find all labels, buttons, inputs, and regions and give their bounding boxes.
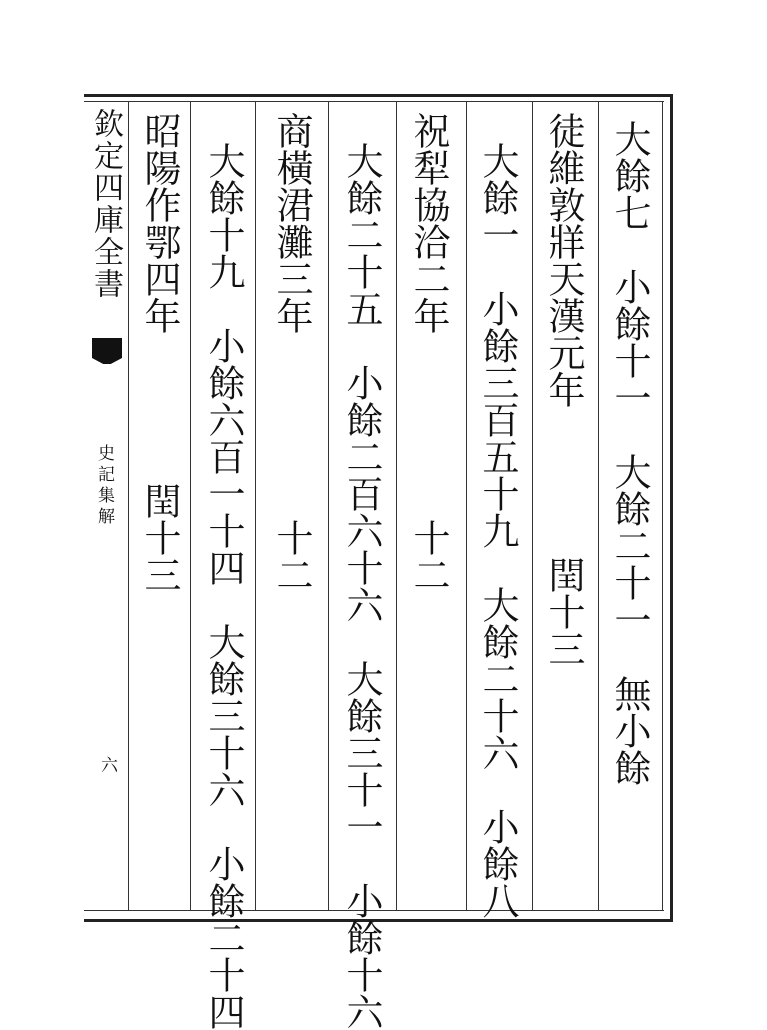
- column-rule: [328, 101, 329, 910]
- text-column-5: 大餘二十五 小餘二百六十六 大餘三十一 小餘十六: [340, 142, 383, 1030]
- book-title: 欽定四庫全書: [88, 108, 123, 300]
- text-column-6: 商橫涒灘三年 十二: [270, 112, 313, 593]
- column-rule: [466, 101, 467, 910]
- text-column-7: 大餘十九 小餘六百一十四 大餘三十六 小餘二十四: [202, 142, 245, 1030]
- text-column-3: 大餘一 小餘三百五十九 大餘二十六 小餘八: [476, 142, 519, 919]
- fish-tail-notch: [92, 358, 122, 366]
- column-rule: [255, 101, 256, 910]
- section-name: 史記集解: [94, 444, 114, 528]
- text-column-8: 昭陽作鄂四年 閏十三: [138, 112, 181, 593]
- text-column-4: 祝犁協洽二年 十二: [407, 112, 450, 593]
- column-rule: [598, 101, 599, 910]
- frame-inner-right-rule: [662, 101, 663, 910]
- text-column-2: 徒維敦牂天漢元年 閏十三: [542, 112, 585, 667]
- text-column-1: 大餘七 小餘十一 大餘二十一 無小餘: [608, 120, 651, 786]
- folio-number: 六: [97, 756, 117, 773]
- column-rule: [396, 101, 397, 910]
- column-rule: [190, 101, 191, 910]
- margin-column-rule: [128, 101, 129, 910]
- column-rule: [532, 101, 533, 910]
- frame-inner-top-rule: [84, 101, 664, 102]
